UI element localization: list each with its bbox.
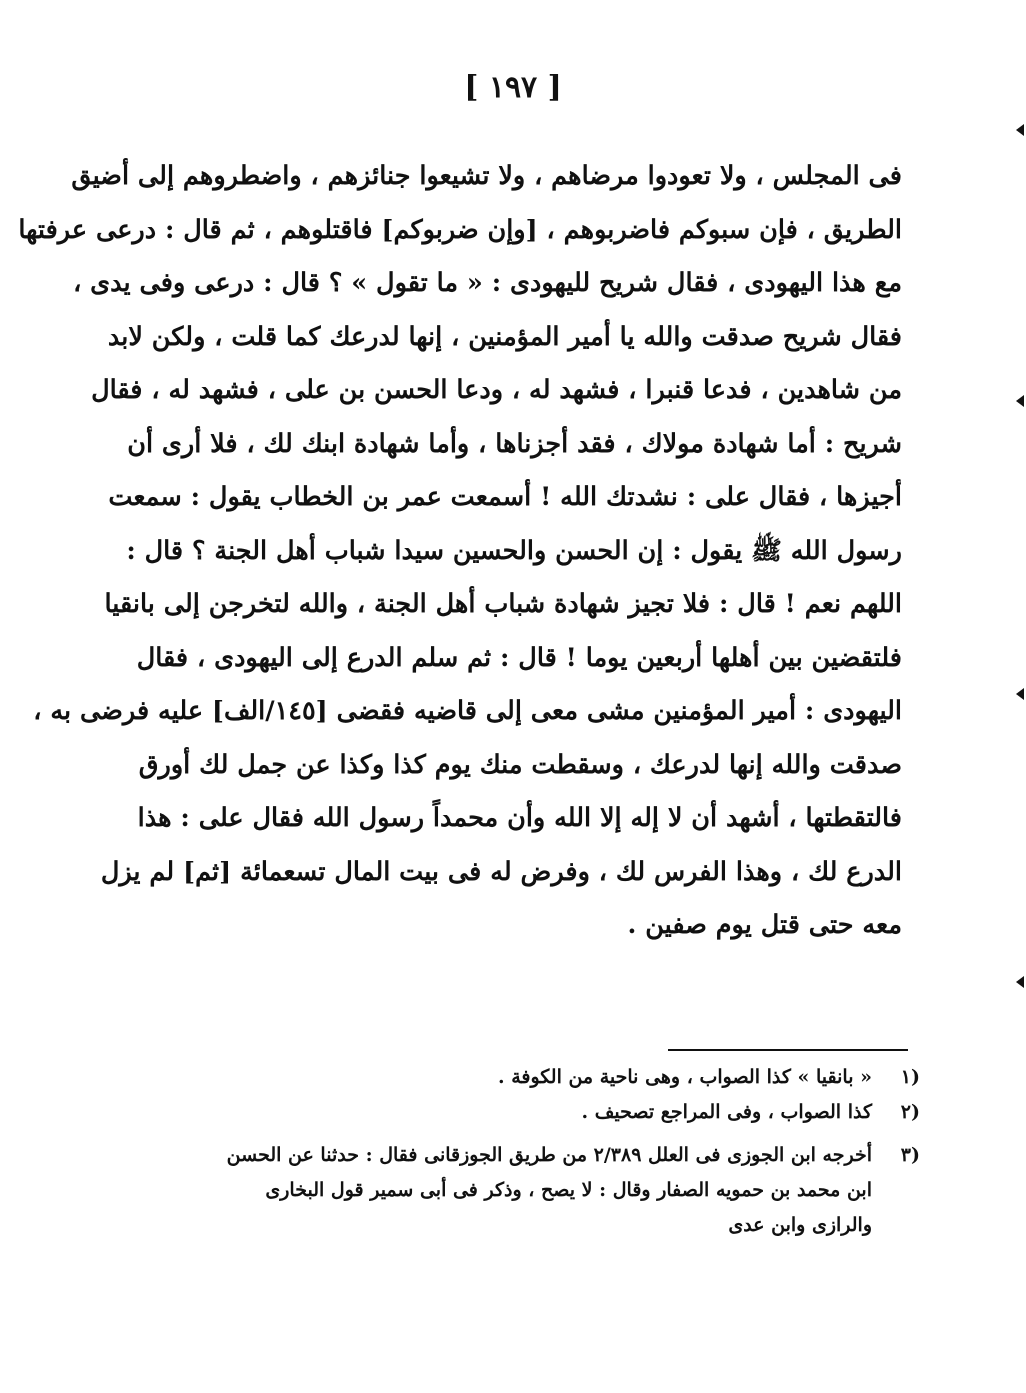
text-line: فلتقضين بين أهلها أربعين يوما ! قال : ثم سلم الدرع إلى اليهودى ، فقال: [136, 642, 902, 673]
footnote-divider: [668, 1049, 908, 1051]
text-line: من شاهدين ، فدعا قنبرا ، فشهد له ، ودعا الحسن بن على ، فشهد له ، فقال: [91, 375, 902, 405]
text-line: الدرع لك ، وهذا الفرس لك ، وفرض له فى بيت المال تسعمائة [ثم] لم يزل: [100, 856, 902, 887]
text-line: أجيزها ، فقال على : نشدتك الله ! أسمعت عمر بن الخطاب يقول : سمعت: [108, 482, 902, 512]
text-line: صدقت والله إنها لدرعك ، وسقطت منك يوم كذا وكذا عن جمل لك أورق: [138, 749, 902, 780]
text-line: فى المجلس ، ولا تعودوا مرضاهم ، ولا تشيعوا جنائزهم ، واضطروهم إلى أضيق: [71, 161, 902, 191]
text-line: الطريق ، فإن سبوكم فاضربوهم ، [وإن ضربوكم] فاقتلوهم ، ثم قال : درعى عرفتها: [18, 214, 902, 245]
footnote-line: « بانقيا » كذا الصواب ، وهى ناحية من الكوفة .: [497, 1066, 872, 1088]
text-line: معه حتى قتل يوم صفين .: [627, 910, 902, 940]
text-line: اللهم نعم ! قال : فلا تجيز شهادة شباب أهل الجنة ، والله لتخرجن إلى بانقيا: [104, 589, 902, 619]
text-line: مع هذا اليهودى ، فقال شريح لليهودى : « ما تقول » ؟ قال : درعى وفى يدى ،: [73, 268, 902, 298]
scan-edge-mark: [1016, 395, 1024, 407]
footnote-text: [180, 1095, 872, 1130]
scan-edge-mark: [1016, 688, 1024, 700]
text-line: فالتقطتها ، أشهد أن لا إله إلا الله وأن محمداً رسول الله فقال على : هذا: [137, 803, 902, 833]
footnote-number: (١: [900, 1066, 920, 1088]
footnote-line: أخرجه ابن الجوزى فى العلل ٢/٣٨٩ من طريق الجوزقانى فقال : حدثنا عن الحسن: [226, 1144, 872, 1166]
scan-edge-mark: [1016, 976, 1024, 988]
text-line: رسول الله ﷺ يقول : إن الحسن والحسين سيدا شباب أهل الجنة ؟ قال :: [126, 535, 902, 566]
text-line: اليهودى : أمير المؤمنين مشى معى إلى قاضيه فقضى [١٤٥/الف] عليه فرضى به ،: [33, 696, 902, 726]
page-number: [ ١٩٧ ]: [464, 70, 562, 105]
footnote-2: [180, 1095, 920, 1130]
footnotes: [180, 1060, 920, 1243]
footnote-number: (٣: [900, 1144, 920, 1166]
footnote-3: [180, 1138, 920, 1243]
footnote-1: [180, 1060, 920, 1095]
footnote-text: [180, 1138, 872, 1243]
scan-edge-mark: [1016, 124, 1024, 136]
footnote-line: كذا الصواب ، وفى المراجع تصحيف .: [581, 1101, 872, 1123]
footnote-line: والرازى وابن عدى: [728, 1214, 872, 1236]
footnote-line: ابن محمد بن حمويه الصفار وقال : لا يصح ، وذكر فى أبى سمير قول البخارى: [265, 1179, 872, 1201]
text-line: شريح : أما شهادة مولاك ، فقد أجزناها ، وأما شهادة ابنك لك ، فلا أرى أن: [127, 428, 902, 459]
footnote-number: (٢: [900, 1101, 920, 1123]
main-text: [18, 150, 902, 953]
footnote-text: [180, 1060, 872, 1095]
text-line: فقال شريح صدقت والله يا أمير المؤمنين ، إنها لدرعك كما قلت ، ولكن لابد: [107, 321, 902, 352]
